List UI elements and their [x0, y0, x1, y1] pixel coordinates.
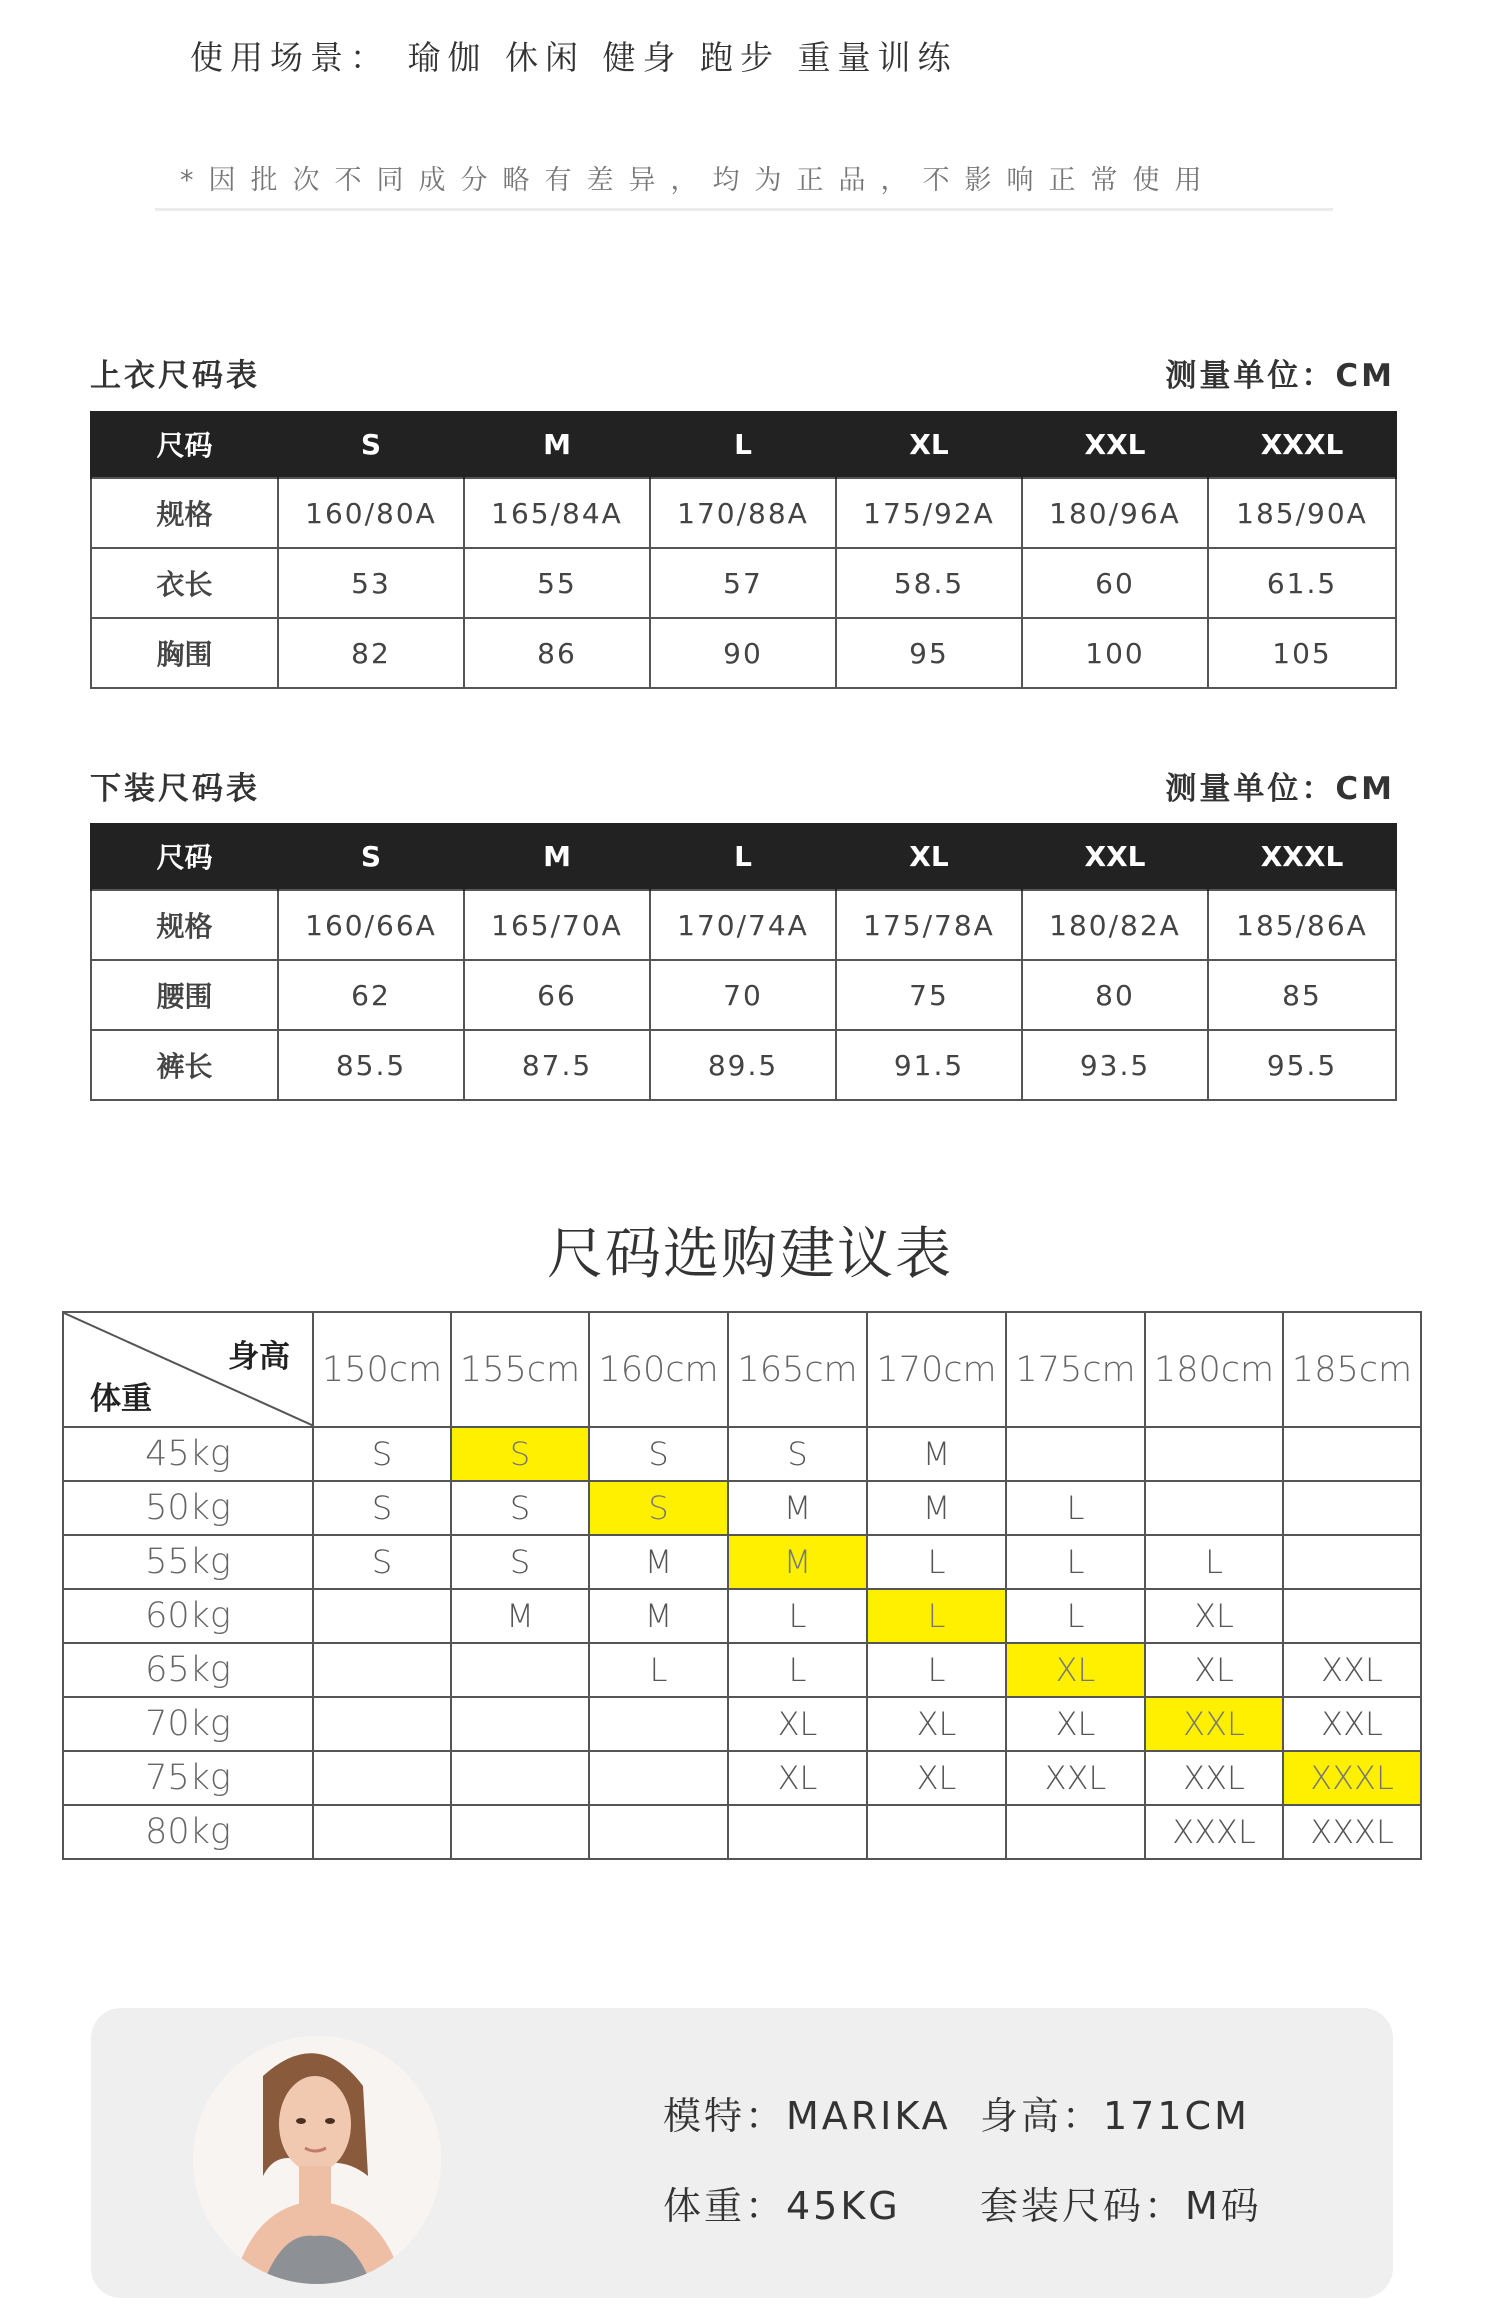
size-cell: M	[728, 1481, 867, 1535]
table-cell: 70	[650, 960, 836, 1030]
size-cell	[1283, 1427, 1421, 1481]
table-cell: 105	[1208, 618, 1396, 688]
weight-row	[63, 1805, 1421, 1859]
bottom-size-table	[90, 823, 1397, 1101]
table-header-row	[91, 411, 1396, 478]
table-row	[91, 960, 1396, 1030]
size-cell	[1283, 1589, 1421, 1643]
size-cell: XXXL	[1145, 1805, 1283, 1859]
size-cell	[313, 1805, 451, 1859]
size-cell: S	[728, 1427, 867, 1481]
top-size-table	[90, 411, 1397, 689]
size-cell: XL	[867, 1697, 1006, 1751]
recommended-size-cell: XL	[1006, 1643, 1145, 1697]
model-avatar	[193, 2036, 441, 2284]
size-cell: M	[451, 1589, 589, 1643]
table-header-row	[91, 823, 1396, 890]
size-cell: L	[589, 1643, 728, 1697]
table-cell: 91.5	[836, 1030, 1022, 1100]
weight-axis-label: 体重	[90, 1381, 152, 1417]
row-label: 规格	[91, 478, 278, 548]
height-header: 150cm	[313, 1312, 451, 1427]
size-cell	[589, 1697, 728, 1751]
divider	[155, 208, 1333, 211]
size-cell: S	[313, 1481, 451, 1535]
size-cell: S	[589, 1427, 728, 1481]
weight-row	[63, 1427, 1421, 1481]
size-cell: S	[313, 1427, 451, 1481]
size-cell: XL	[867, 1751, 1006, 1805]
table-cell: 61.5	[1208, 548, 1396, 618]
height-header: 180cm	[1145, 1312, 1283, 1427]
table-cell: 57	[650, 548, 836, 618]
size-cell: L	[1145, 1535, 1283, 1589]
size-cell	[451, 1751, 589, 1805]
weight-label: 70kg	[63, 1697, 313, 1751]
height-header: 155cm	[451, 1312, 589, 1427]
row-label: 腰围	[91, 960, 278, 1030]
size-cell	[313, 1751, 451, 1805]
header-cell: XXL	[1022, 823, 1208, 890]
size-cell	[589, 1805, 728, 1859]
size-cell: L	[728, 1589, 867, 1643]
size-cell	[1283, 1535, 1421, 1589]
height-header: 175cm	[1006, 1312, 1145, 1427]
size-cell	[451, 1643, 589, 1697]
recommended-size-cell: L	[867, 1589, 1006, 1643]
recommended-size-cell: S	[451, 1427, 589, 1481]
row-label: 衣长	[91, 548, 278, 618]
size-cell: L	[1006, 1481, 1145, 1535]
height-axis-label: 身高	[228, 1339, 290, 1375]
size-cell: L	[1006, 1589, 1145, 1643]
table-cell: 62	[278, 960, 464, 1030]
header-cell: XXXL	[1208, 823, 1396, 890]
top-measure-unit: 测量单位：CM	[1165, 358, 1395, 394]
height-header-row	[63, 1312, 1421, 1427]
weight-label: 80kg	[63, 1805, 313, 1859]
weight-row	[63, 1751, 1421, 1805]
header-cell: S	[278, 411, 464, 478]
top-size-table-title: 上衣尺码表	[90, 358, 260, 394]
table-cell: 87.5	[464, 1030, 650, 1100]
size-cell	[728, 1805, 867, 1859]
header-cell: L	[650, 411, 836, 478]
bottom-measure-unit: 测量单位：CM	[1165, 771, 1395, 807]
size-cell: XL	[728, 1751, 867, 1805]
size-cell	[313, 1589, 451, 1643]
weight-row	[63, 1481, 1421, 1535]
table-cell: 80	[1022, 960, 1208, 1030]
size-cell: XL	[728, 1697, 867, 1751]
size-cell: XXL	[1283, 1643, 1421, 1697]
table-cell: 95.5	[1208, 1030, 1396, 1100]
table-cell: 85	[1208, 960, 1396, 1030]
model-weight: 体重：45KG	[663, 2184, 901, 2228]
size-cell: L	[867, 1535, 1006, 1589]
table-cell: 165/84A	[464, 478, 650, 548]
size-cell	[589, 1751, 728, 1805]
table-row	[91, 478, 1396, 548]
model-portrait	[193, 2036, 441, 2284]
row-label: 胸围	[91, 618, 278, 688]
header-cell: 尺码	[91, 823, 278, 890]
size-cell	[313, 1697, 451, 1751]
size-cell: L	[728, 1643, 867, 1697]
table-cell: 86	[464, 618, 650, 688]
size-cell: XXL	[1145, 1751, 1283, 1805]
size-cell: M	[867, 1427, 1006, 1481]
header-cell: XXXL	[1208, 411, 1396, 478]
row-label: 规格	[91, 890, 278, 960]
recommended-size-cell: M	[728, 1535, 867, 1589]
size-cell: L	[867, 1643, 1006, 1697]
size-cell	[1006, 1427, 1145, 1481]
size-cell: L	[1006, 1535, 1145, 1589]
header-cell: XL	[836, 411, 1022, 478]
size-cell: M	[589, 1535, 728, 1589]
size-cell	[867, 1805, 1006, 1859]
table-cell: 165/70A	[464, 890, 650, 960]
header-cell: XXL	[1022, 411, 1208, 478]
size-cell: XXL	[1006, 1751, 1145, 1805]
table-cell: 93.5	[1022, 1030, 1208, 1100]
table-cell: 160/66A	[278, 890, 464, 960]
table-row	[91, 1030, 1396, 1100]
table-row	[91, 548, 1396, 618]
table-cell: 175/92A	[836, 478, 1022, 548]
table-cell: 75	[836, 960, 1022, 1030]
table-cell: 90	[650, 618, 836, 688]
size-cell	[451, 1805, 589, 1859]
weight-label: 45kg	[63, 1427, 313, 1481]
model-set-size: 套装尺码：M码	[980, 2184, 1262, 2228]
weight-label: 50kg	[63, 1481, 313, 1535]
size-cell: XL	[1006, 1697, 1145, 1751]
table-cell: 53	[278, 548, 464, 618]
header-cell: 尺码	[91, 411, 278, 478]
weight-label: 75kg	[63, 1751, 313, 1805]
table-cell: 58.5	[836, 548, 1022, 618]
size-cell	[313, 1643, 451, 1697]
table-row	[91, 618, 1396, 688]
size-cell: S	[451, 1535, 589, 1589]
table-cell: 160/80A	[278, 478, 464, 548]
size-cell: S	[451, 1481, 589, 1535]
size-cell: XL	[1145, 1643, 1283, 1697]
header-cell: M	[464, 411, 650, 478]
size-cell	[1283, 1481, 1421, 1535]
table-cell: 60	[1022, 548, 1208, 618]
table-cell: 89.5	[650, 1030, 836, 1100]
weight-row	[63, 1697, 1421, 1751]
table-cell: 180/96A	[1022, 478, 1208, 548]
weight-row	[63, 1589, 1421, 1643]
table-cell: 170/88A	[650, 478, 836, 548]
height-header: 160cm	[589, 1312, 728, 1427]
recommended-size-cell: S	[589, 1481, 728, 1535]
usage-scenarios: 使用场景： 瑜伽 休闲 健身 跑步 重量训练	[190, 38, 958, 77]
table-cell: 170/74A	[650, 890, 836, 960]
header-cell: XL	[836, 823, 1022, 890]
height-header: 170cm	[867, 1312, 1006, 1427]
table-cell: 185/86A	[1208, 890, 1396, 960]
table-cell: 95	[836, 618, 1022, 688]
row-label: 裤长	[91, 1030, 278, 1100]
size-cell: M	[867, 1481, 1006, 1535]
table-cell: 55	[464, 548, 650, 618]
size-cell	[1006, 1805, 1145, 1859]
batch-note: *因批次不同成分略有差异，均为正品，不影响正常使用	[180, 165, 1217, 196]
size-cell	[1145, 1427, 1283, 1481]
weight-row	[63, 1535, 1421, 1589]
size-cell: M	[589, 1589, 728, 1643]
recommended-size-cell: XXL	[1145, 1697, 1283, 1751]
size-cell: S	[313, 1535, 451, 1589]
height-header: 185cm	[1283, 1312, 1421, 1427]
size-cell: XL	[1145, 1589, 1283, 1643]
weight-label: 65kg	[63, 1643, 313, 1697]
header-cell: M	[464, 823, 650, 890]
recommended-size-cell: XXXL	[1283, 1751, 1421, 1805]
table-cell: 180/82A	[1022, 890, 1208, 960]
weight-label: 60kg	[63, 1589, 313, 1643]
table-cell: 82	[278, 618, 464, 688]
size-cell	[1145, 1481, 1283, 1535]
height-header: 165cm	[728, 1312, 867, 1427]
model-name: 模特：MARIKA	[663, 2094, 951, 2138]
table-row	[91, 890, 1396, 960]
header-cell: L	[650, 823, 836, 890]
bottom-size-table-title: 下装尺码表	[90, 771, 260, 807]
table-cell: 66	[464, 960, 650, 1030]
table-cell: 185/90A	[1208, 478, 1396, 548]
size-cell: XXL	[1283, 1697, 1421, 1751]
table-cell: 85.5	[278, 1030, 464, 1100]
weight-label: 55kg	[63, 1535, 313, 1589]
header-cell: S	[278, 823, 464, 890]
corner-cell	[63, 1312, 313, 1427]
size-cell: XXXL	[1283, 1805, 1421, 1859]
size-cell	[451, 1697, 589, 1751]
recommendation-title: 尺码选购建议表	[547, 1222, 953, 1287]
table-cell: 175/78A	[836, 890, 1022, 960]
table-cell: 100	[1022, 618, 1208, 688]
model-height: 身高：171CM	[980, 2094, 1250, 2138]
size-recommendation-table	[62, 1311, 1422, 1860]
weight-row	[63, 1643, 1421, 1697]
